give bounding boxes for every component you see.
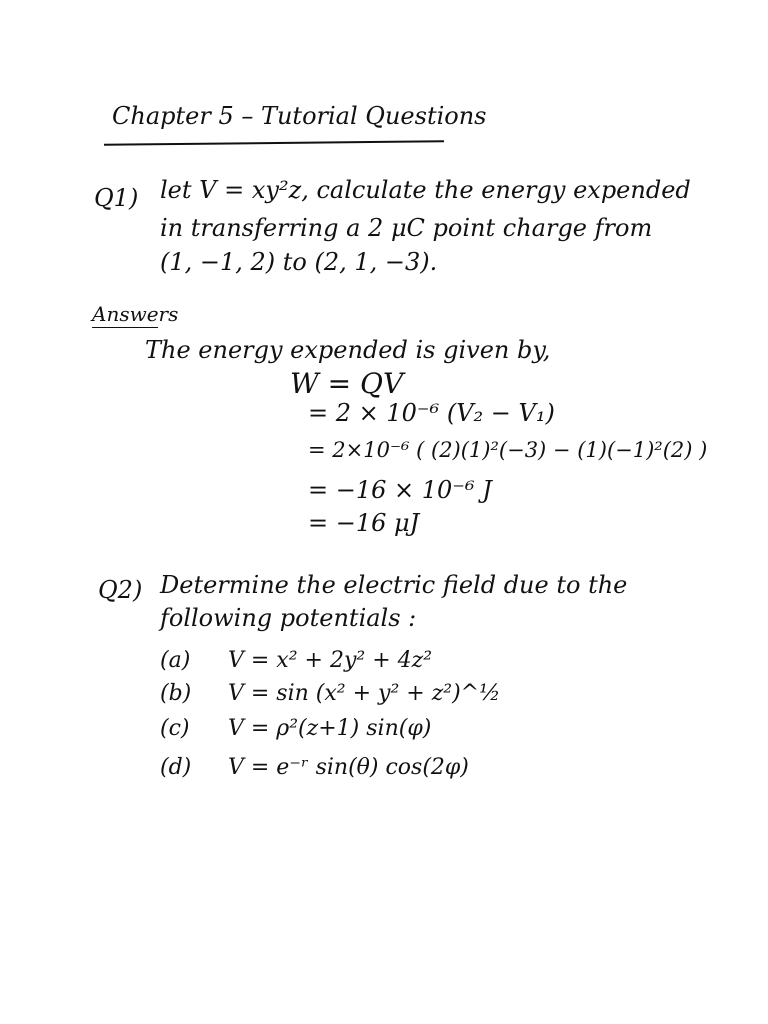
question-2-label: Q2): [98, 576, 143, 604]
answers-heading: Answers: [92, 302, 179, 326]
part-d-label: (d): [160, 755, 192, 780]
question-1-line-3: (1, −1, 2) to (2, 1, −3).: [160, 248, 438, 276]
question-1-line-1: let V = xy²z, calculate the energy expended: [160, 176, 691, 204]
answer-step-1: W = QV: [290, 367, 404, 400]
question-2-line-1: Determine the electric field due to the: [160, 571, 628, 599]
answer-intro: The energy expended is given by,: [145, 336, 551, 364]
part-c-label: (c): [160, 716, 190, 741]
page-title: Chapter 5 – Tutorial Questions: [112, 102, 487, 130]
answer-step-3: = 2×10⁻⁶ ( (2)(1)²(−3) − (1)(−1)²(2) ): [308, 438, 708, 462]
part-c-expression: V = ρ²(z+1) sin(φ): [228, 716, 432, 741]
part-b-label: (b): [160, 681, 192, 706]
question-1-label: Q1): [94, 184, 139, 212]
question-2-line-2: following potentials :: [160, 604, 417, 632]
question-1-line-2: in transferring a 2 μC point charge from: [160, 214, 653, 242]
part-d-expression: V = e⁻ʳ sin(θ) cos(2φ): [228, 755, 469, 780]
answer-step-4: = −16 × 10⁻⁶ J: [308, 476, 492, 504]
part-b-expression: V = sin (x² + y² + z²)^½: [228, 681, 501, 706]
answers-underline: [92, 327, 158, 328]
part-a-label: (a): [160, 648, 191, 673]
part-a-expression: V = x² + 2y² + 4z²: [228, 648, 433, 673]
title-underline: [104, 140, 444, 146]
answer-step-5: = −16 μJ: [308, 509, 420, 537]
answer-step-2: = 2 × 10⁻⁶ (V₂ − V₁): [308, 399, 555, 427]
